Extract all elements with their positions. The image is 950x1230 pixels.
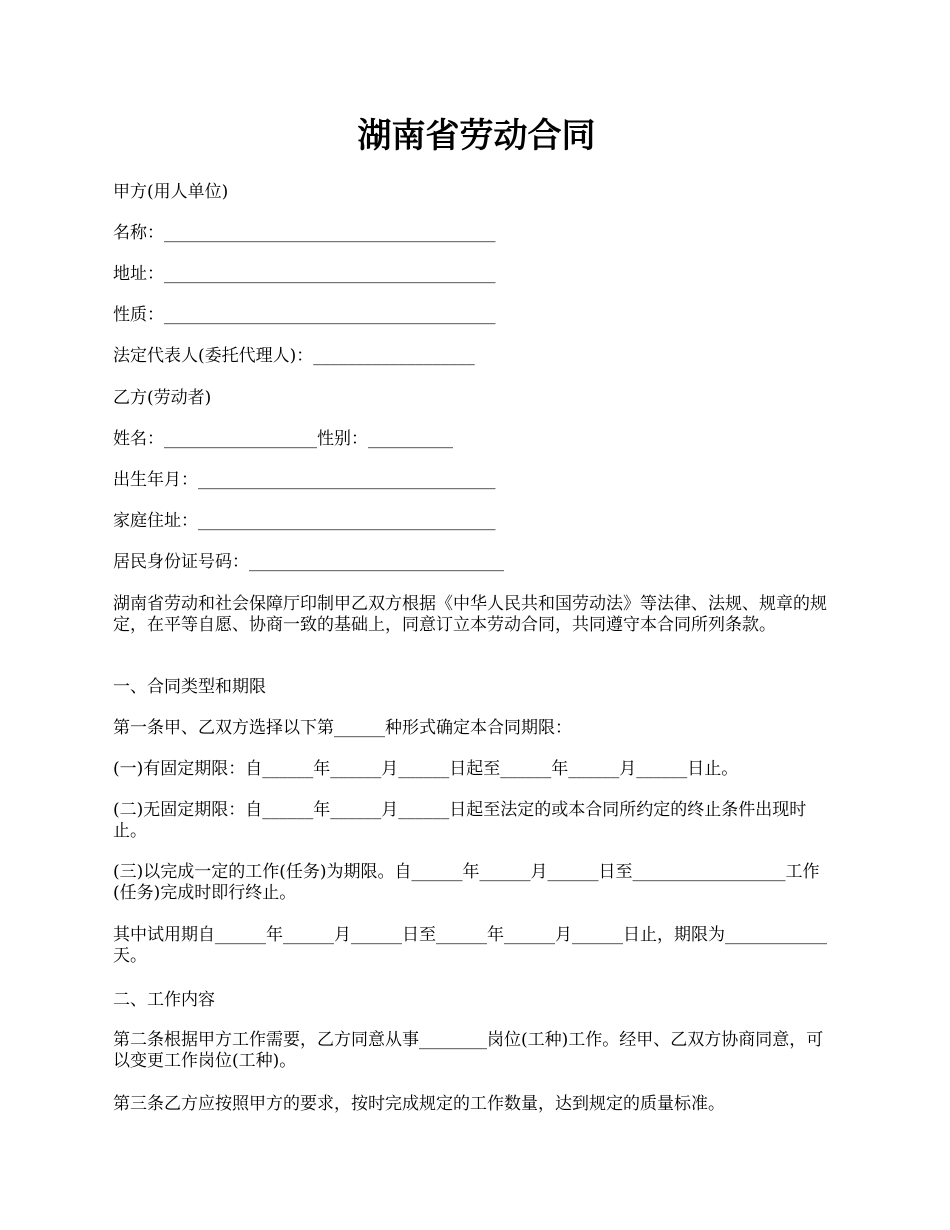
preamble-paragraph: 湖南省劳动和社会保障厅印制甲乙双方根据《中华人民共和国劳动法》等法律、法规、规章的规定，在平等自愿、协商一致的基础上，同意订立本劳动合同，共同遵守本合同所列条款。 <box>113 594 827 635</box>
party-b-heading: 乙方(劳动者) <box>113 388 212 408</box>
probation-clause: 其中试用期自______年______月______日至______年______月______日止，期限为____________天。 <box>113 925 827 966</box>
section-2-heading: 二、工作内容 <box>113 990 215 1010</box>
home-address-field: 家庭住址：___________________________________ <box>113 511 496 531</box>
task-term-clause: (三)以完成一定的工作(任务)为期限。自______年______月______日至__________________工作(任务)完成时即行终止。 <box>113 862 820 903</box>
party-a-nature-field: 性质：_______________________________________ <box>113 305 496 325</box>
party-a-address-field: 地址：_______________________________________ <box>113 264 496 284</box>
section-1-heading: 一、合同类型和期限 <box>113 677 266 697</box>
article-1-paragraph: 第一条甲、乙双方选择以下第______种形式确定本合同期限： <box>113 718 572 738</box>
fixed-term-clause: (一)有固定期限：自______年______月______日起至______年______月______日止。 <box>113 759 739 779</box>
party-a-name-field: 名称：_______________________________________ <box>113 223 496 243</box>
birth-date-field: 出生年月：___________________________________ <box>113 470 496 490</box>
open-term-clause: (二)无固定期限：自______年______月______日起至法定的或本合同所约定的终止条件出现时止。 <box>113 800 807 841</box>
article-2-paragraph: 第二条根据甲方工作需要，乙方同意从事________岗位(工种)工作。经甲、乙双方协商同意，可以变更工作岗位(工种)。 <box>113 1030 824 1071</box>
party-a-heading: 甲方(用人单位) <box>113 182 229 202</box>
document-title: 湖南省劳动合同 <box>357 116 596 156</box>
legal-representative-field: 法定代表人(委托代理人)：___________________ <box>113 346 475 366</box>
party-b-name-gender-field: 姓名：__________________性别：__________ <box>113 429 453 449</box>
id-number-field: 居民身份证号码：______________________________ <box>113 552 504 572</box>
article-3-paragraph: 第三条乙方应按照甲方的要求，按时完成规定的工作数量，达到规定的质量标准。 <box>113 1094 725 1114</box>
